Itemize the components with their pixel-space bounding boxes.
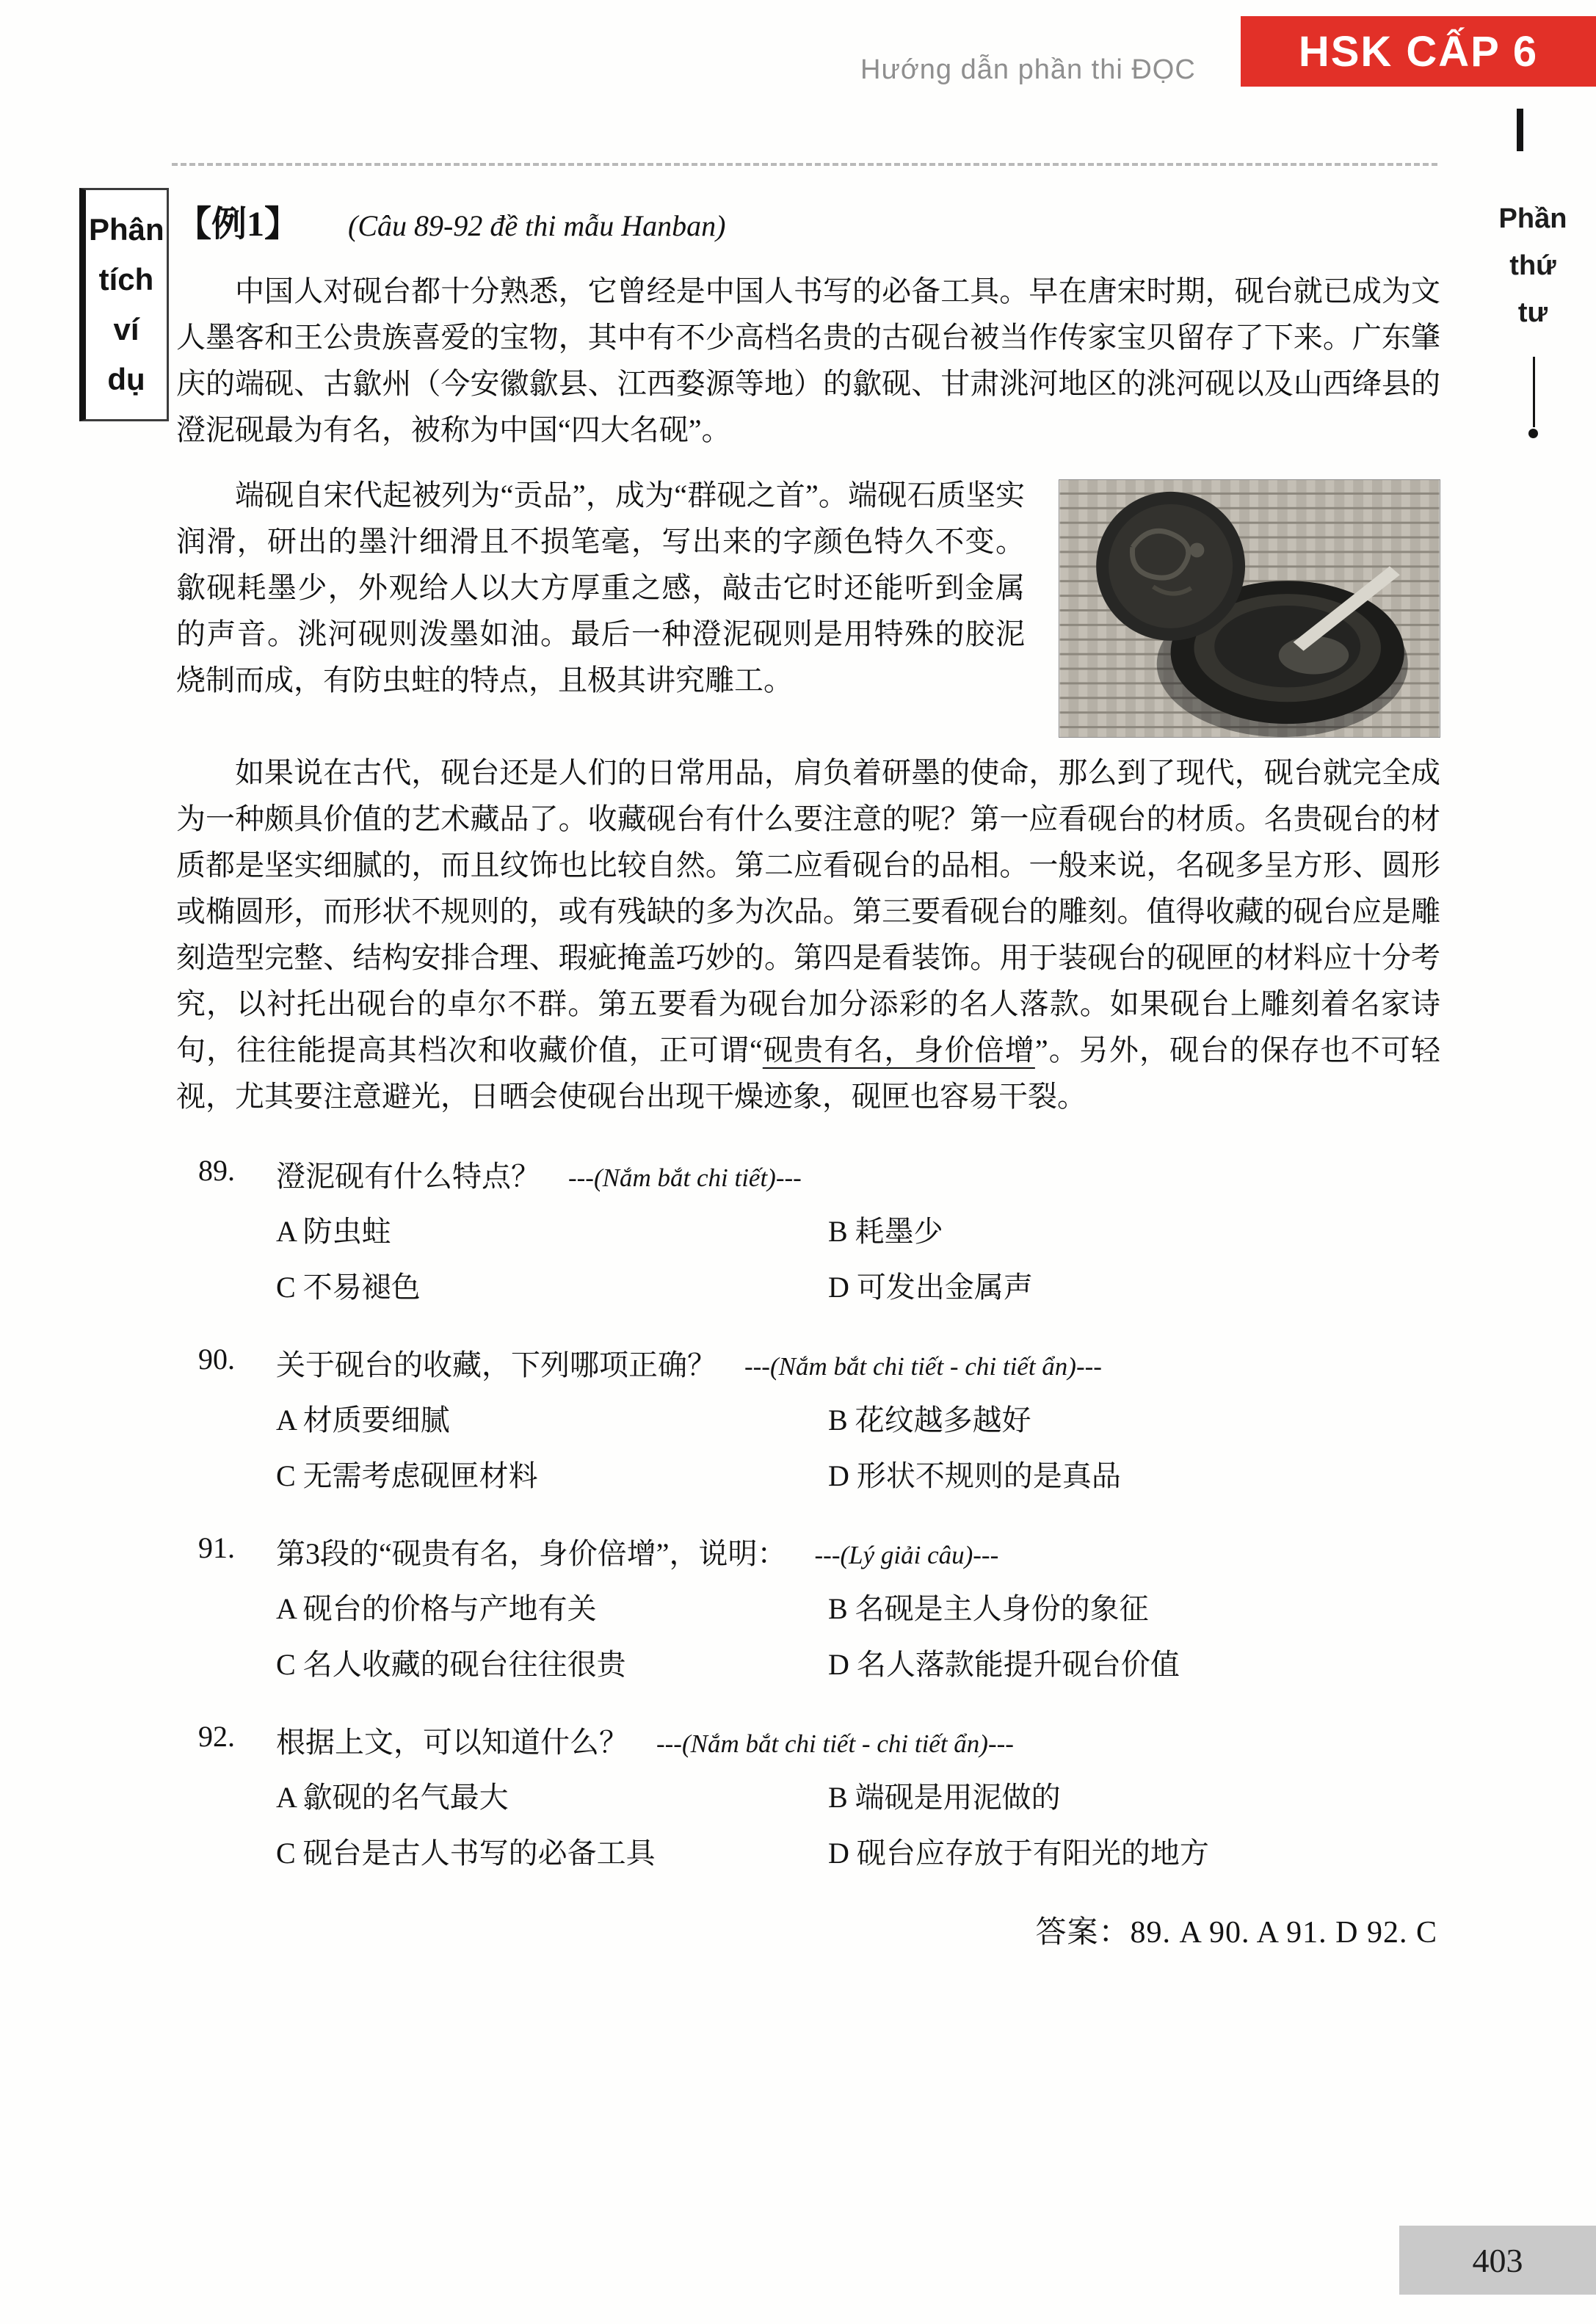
header-dashed-divider bbox=[172, 163, 1437, 166]
option-a: A 材质要细腻 bbox=[276, 1404, 450, 1437]
margin-tab-line: Phân bbox=[89, 212, 164, 247]
page-number: 403 bbox=[1399, 2226, 1596, 2295]
margin-line-dot bbox=[1528, 429, 1538, 438]
option-d: D 砚台应存放于有阳光的地方 bbox=[828, 1837, 1209, 1870]
question-options bbox=[276, 1211, 1440, 1308]
question-annotation: ---(Nắm bắt chi tiết - chi tiết ẩn)--- bbox=[744, 1352, 1102, 1381]
question-92 bbox=[176, 1719, 1440, 1874]
example-label: 【例1】 bbox=[176, 205, 300, 244]
question-options bbox=[276, 1400, 1440, 1497]
section-guide-label: Hướng dẫn phần thi ĐỌC bbox=[860, 54, 1196, 85]
question-91 bbox=[176, 1530, 1440, 1685]
margin-tab-line: dụ bbox=[107, 362, 145, 396]
paragraph-1: 中国人对砚台都十分熟悉，它曾经是中国人书写的必备工具。早在唐宋时期，砚台就已成为文人墨客和王公贵族喜爱的宝物，其中有不少高档名贵的古砚台被当作传家宝贝留存了下来。广东肇庆的端砚、古歙州（今安徽歙县、江西婺源等地）的歙砚、甘肃洮河地区的洮河砚以及山西绛县的澄泥砚最为有名，被称为中国“四大名砚”。 bbox=[176, 275, 1440, 446]
question-list bbox=[176, 1153, 1440, 1874]
banner-tail-mark bbox=[1517, 109, 1523, 151]
option-c: C 不易褪色 bbox=[276, 1271, 421, 1304]
hsk-level-banner: HSK CẤP 6 bbox=[1241, 16, 1596, 87]
question-number: 90. bbox=[198, 1343, 235, 1376]
paragraph-2: 端砚自宋代起被列为“贡品”，成为“群砚之首”。端砚石质坚实润滑，研出的墨汁细滑且不损笔毫，写出来的字颜色特久不变。歙砚耗墨少，外观给人以大方厚重之感，敲击它时还能听到金属的声音。洮河砚则泼墨如油。最后一种澄泥砚则是用特殊的胶泥烧制而成，有防虫蛀的特点，且极其讲究雕工。 bbox=[176, 479, 1025, 697]
question-90 bbox=[176, 1342, 1440, 1497]
question-annotation: ---(Nắm bắt chi tiết)--- bbox=[568, 1163, 802, 1192]
question-number: 92. bbox=[198, 1720, 235, 1753]
margin-tab-phan-tich-vi-du bbox=[79, 188, 169, 421]
question-body bbox=[276, 1530, 1440, 1685]
answer-key: 答案：89. A 90. A 91. D 92. C bbox=[1035, 1916, 1437, 1950]
option-c: C 无需考虑砚匣材料 bbox=[276, 1459, 538, 1492]
main-content bbox=[176, 195, 1440, 1952]
option-a: A 防虫蛀 bbox=[276, 1215, 391, 1248]
question-body bbox=[276, 1342, 1440, 1497]
inkstone-photo-graphic bbox=[1059, 479, 1440, 738]
question-89 bbox=[176, 1153, 1440, 1308]
option-d: D 名人落款能提升砚台价值 bbox=[828, 1648, 1180, 1681]
option-a: A 砚台的价格与产地有关 bbox=[276, 1592, 597, 1625]
question-annotation: ---(Nắm bắt chi tiết - chi tiết ẩn)--- bbox=[656, 1729, 1014, 1758]
margin-tab-line: tích bbox=[98, 262, 154, 297]
question-options bbox=[276, 1777, 1440, 1874]
paragraph-3 bbox=[176, 749, 1440, 1119]
option-b: B 名砚是主人身份的象征 bbox=[828, 1592, 1149, 1625]
option-d: D 可发出金属声 bbox=[828, 1271, 1033, 1304]
question-stem-row bbox=[276, 1153, 1440, 1195]
margin-label-line: Phần bbox=[1498, 203, 1567, 234]
question-stem-row bbox=[276, 1342, 1440, 1384]
option-b: B 耗墨少 bbox=[828, 1215, 943, 1248]
paragraph-3-text: 如果说在古代，砚台还是人们的日常用品，肩负着研墨的使命，那么到了现代，砚台就完全成为一种颇具价值的艺术藏品了。收藏砚台有什么要注意的呢？第一应看砚台的材质。名贵砚台的材质都是坚实细腻的，而且纹饰也比较自然。第二应看砚台的品相。一般来说，名砚多呈方形、圆形或椭圆形，而形状不规则的，或有残缺的多为次品。第三要看砚台的雕刻。值得收藏的砚台应是雕刻造型完整、结构安排合理、瑕疵掩盖巧妙的。第四是看装饰。用于装砚台的砚匣的材料应十分考究，以衬托出砚台的卓尔不群。第五要看为砚台加分添彩的名人落款。如果砚台上雕刻着名家诗句，往往能提高其档次和收藏价值，正可谓“ bbox=[176, 756, 1440, 1067]
paragraph-3-underlined-phrase: 砚贵有名，身价倍增 bbox=[762, 1034, 1035, 1067]
question-number: 89. bbox=[198, 1154, 235, 1187]
question-stem: 澄泥砚有什么特点？ bbox=[276, 1160, 540, 1193]
option-b: B 端砚是用泥做的 bbox=[828, 1781, 1061, 1814]
question-body bbox=[276, 1153, 1440, 1308]
question-stem-row bbox=[276, 1530, 1440, 1572]
question-stem-row bbox=[276, 1719, 1440, 1761]
question-stem: 关于砚台的收藏，下列哪项正确？ bbox=[276, 1348, 717, 1381]
question-number: 91. bbox=[198, 1531, 235, 1564]
question-stem: 根据上文，可以知道什么？ bbox=[276, 1726, 628, 1759]
example-header bbox=[176, 195, 1440, 246]
paragraph-3-text: ”。另外，砚台的保存也不可轻视，尤其要注意避光，日晒会使砚台出现干燥迹象，砚匣也容易干裂。 bbox=[176, 1034, 1440, 1113]
option-c: C 名人收藏的砚台往往很贵 bbox=[276, 1648, 626, 1681]
option-c: C 砚台是古人书写的必备工具 bbox=[276, 1837, 656, 1870]
question-body bbox=[276, 1719, 1440, 1874]
question-stem: 第3段的“砚贵有名，身价倍增”，说明： bbox=[276, 1537, 787, 1570]
inkstone-photo bbox=[1059, 479, 1440, 738]
example-caption: (Câu 89-92 đề thi mẫu Hanban) bbox=[348, 209, 726, 242]
margin-vertical-line bbox=[1533, 357, 1535, 427]
margin-label-phan-thu-tu bbox=[1474, 195, 1592, 336]
question-options bbox=[276, 1588, 1440, 1685]
option-b: B 花纹越多越好 bbox=[828, 1404, 1031, 1437]
option-a: A 歙砚的名气最大 bbox=[276, 1781, 509, 1814]
margin-label-line: thứ bbox=[1509, 250, 1556, 281]
margin-label-line: tư bbox=[1517, 297, 1548, 328]
question-annotation: ---(Lý giải câu)--- bbox=[814, 1541, 999, 1569]
paragraph-2-block bbox=[176, 472, 1440, 703]
option-d: D 形状不规则的是真品 bbox=[828, 1459, 1121, 1492]
margin-tab-line: ví bbox=[113, 312, 139, 346]
